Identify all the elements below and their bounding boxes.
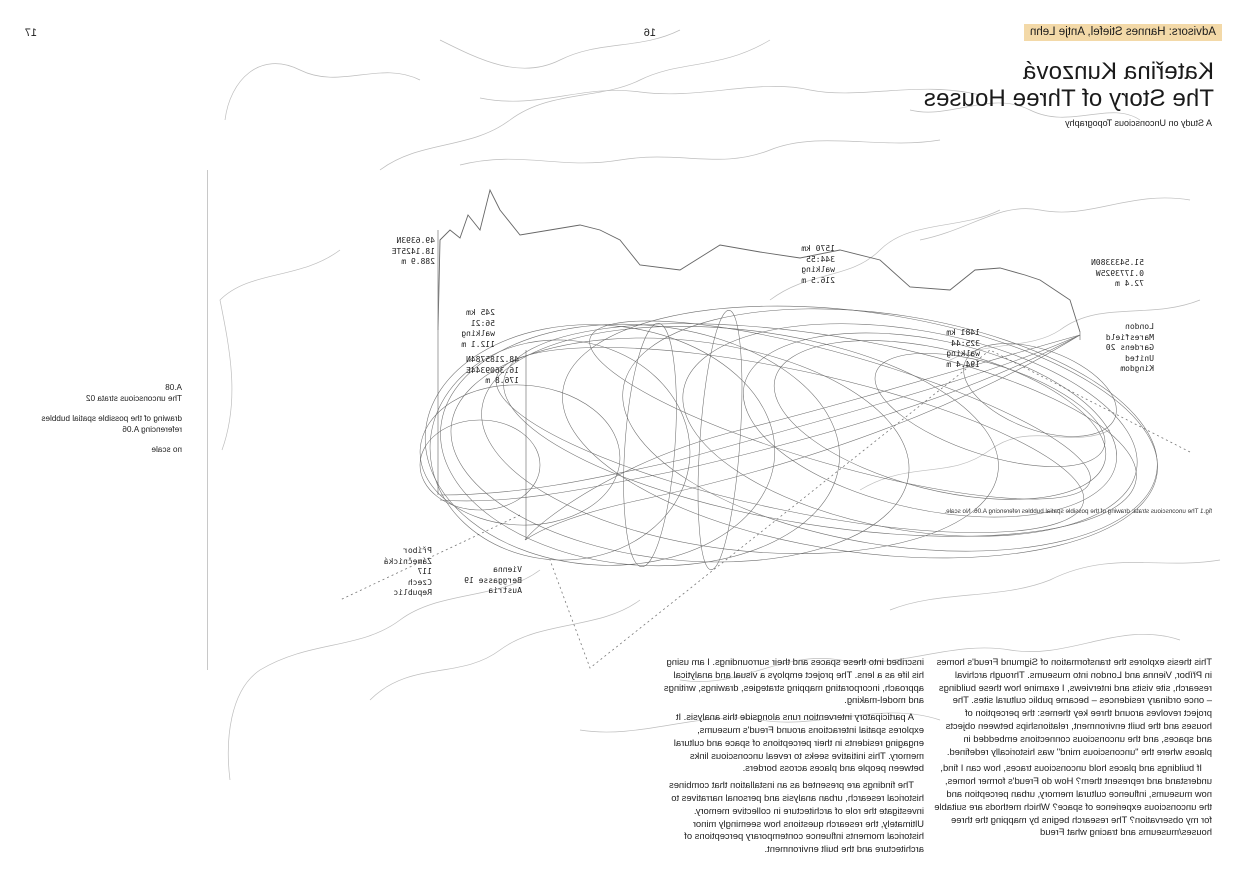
pribor-coordinates: 49.6393N 18.1425TE 288.9 m bbox=[391, 236, 435, 267]
advisors-tag: Advisors: Hannes Stiefel, Antje Lehn bbox=[1024, 24, 1222, 41]
paragraph: This thesis explores the transformation of Sigmund Freud's homes in Příbor, Vienna and London into museums. Through archival research, site visits and interviews, I examine how these buildings – once ordinary residences – became public cultural sites. The project revolves around three key themes: the perception of houses and the built environment, relationships between objects and spaces, and the unconscious connections embedded in places where the "unconscious mind" was historically redefined. bbox=[936, 656, 1212, 757]
drawing-description: drawing of the possible spatial bubbles referencing A.06 bbox=[41, 414, 182, 434]
body-column-1 bbox=[934, 656, 1212, 843]
drawing-legend bbox=[7, 383, 182, 466]
paragraph: The findings are presented as an installation that combines historical research, urban analysis and personal narratives to investigate the role of architecture in collective memory. Ultimately, the research questions how seemingly minor historical moments influence contemporary perceptions of architecture and the built environment. bbox=[669, 779, 924, 855]
segment-pribor-london: 1570 km 344:55 walking 216.5 m bbox=[801, 244, 835, 285]
london-coordinates: 51.5433380N 0.1773925W 72.4 m bbox=[1091, 258, 1144, 289]
spatial-bubbles bbox=[416, 271, 1174, 592]
folio-left: 16 bbox=[643, 27, 656, 39]
reference-verticals bbox=[438, 230, 1080, 540]
pribor-address: Příbor Zámečnická 117 Czech Republic bbox=[383, 546, 432, 598]
segment-vienna-london: 1481 km 325:44 walking 194.4 m bbox=[946, 328, 980, 369]
project-name: The Story of Three Houses bbox=[923, 85, 1214, 112]
paragraph: inscribed into these spaces and their surroundings. I am using his life as a lens. The project employs a visual and analytical approach, incorporating mapping strategies, drawings, writings and model-making. bbox=[663, 656, 924, 706]
drawing-scale: no scale bbox=[151, 445, 182, 454]
london-address: London Maresfield Gardens 20 United Kingdom bbox=[1105, 322, 1154, 374]
vienna-address: Vienna Berggasse 19 Austria bbox=[464, 565, 522, 596]
subtitle: A Study on Unconscious Topography bbox=[1065, 118, 1212, 128]
drawing-code: A.08 bbox=[165, 383, 182, 392]
segment-pribor-vienna: 245 km 56:21 walking 112.1 m bbox=[461, 308, 495, 349]
paragraph: If buildings and places hold unconscious traces, how can I find, understand and represent them? How do Freud's former homes, now museums, influence cultural memory, urban perception and the unconscious experience of space? Which methods are suitable for my observation? The research begins by mapping the three houses/museums and tracing what Freud bbox=[934, 762, 1212, 838]
figure-caption: fig.1 The unconscious strata: drawing of the possible spatial bubbles referencing A.06. No scale. bbox=[944, 508, 1212, 515]
margin-rule bbox=[207, 170, 208, 670]
vienna-coordinates: 48.2185784N 16.3609344E 176.8 m bbox=[466, 355, 519, 386]
folio-right: 17 bbox=[24, 27, 37, 39]
author-name: Kateřina Kunzová bbox=[1022, 58, 1214, 85]
project-title bbox=[924, 58, 1214, 112]
elevation-profile bbox=[438, 190, 1080, 332]
paragraph: A participatory intervention runs alongside this analysis. It explores spatial interactions around Freud's museums, engaging residents in their perceptions of space and cultural memory. This initiative seeks to reveal unconscious links between people and places across borders. bbox=[673, 711, 924, 774]
drawing-name: The unconscious strata 02 bbox=[85, 393, 182, 403]
body-column-2 bbox=[656, 656, 924, 860]
drawing-code-block bbox=[7, 383, 182, 404]
